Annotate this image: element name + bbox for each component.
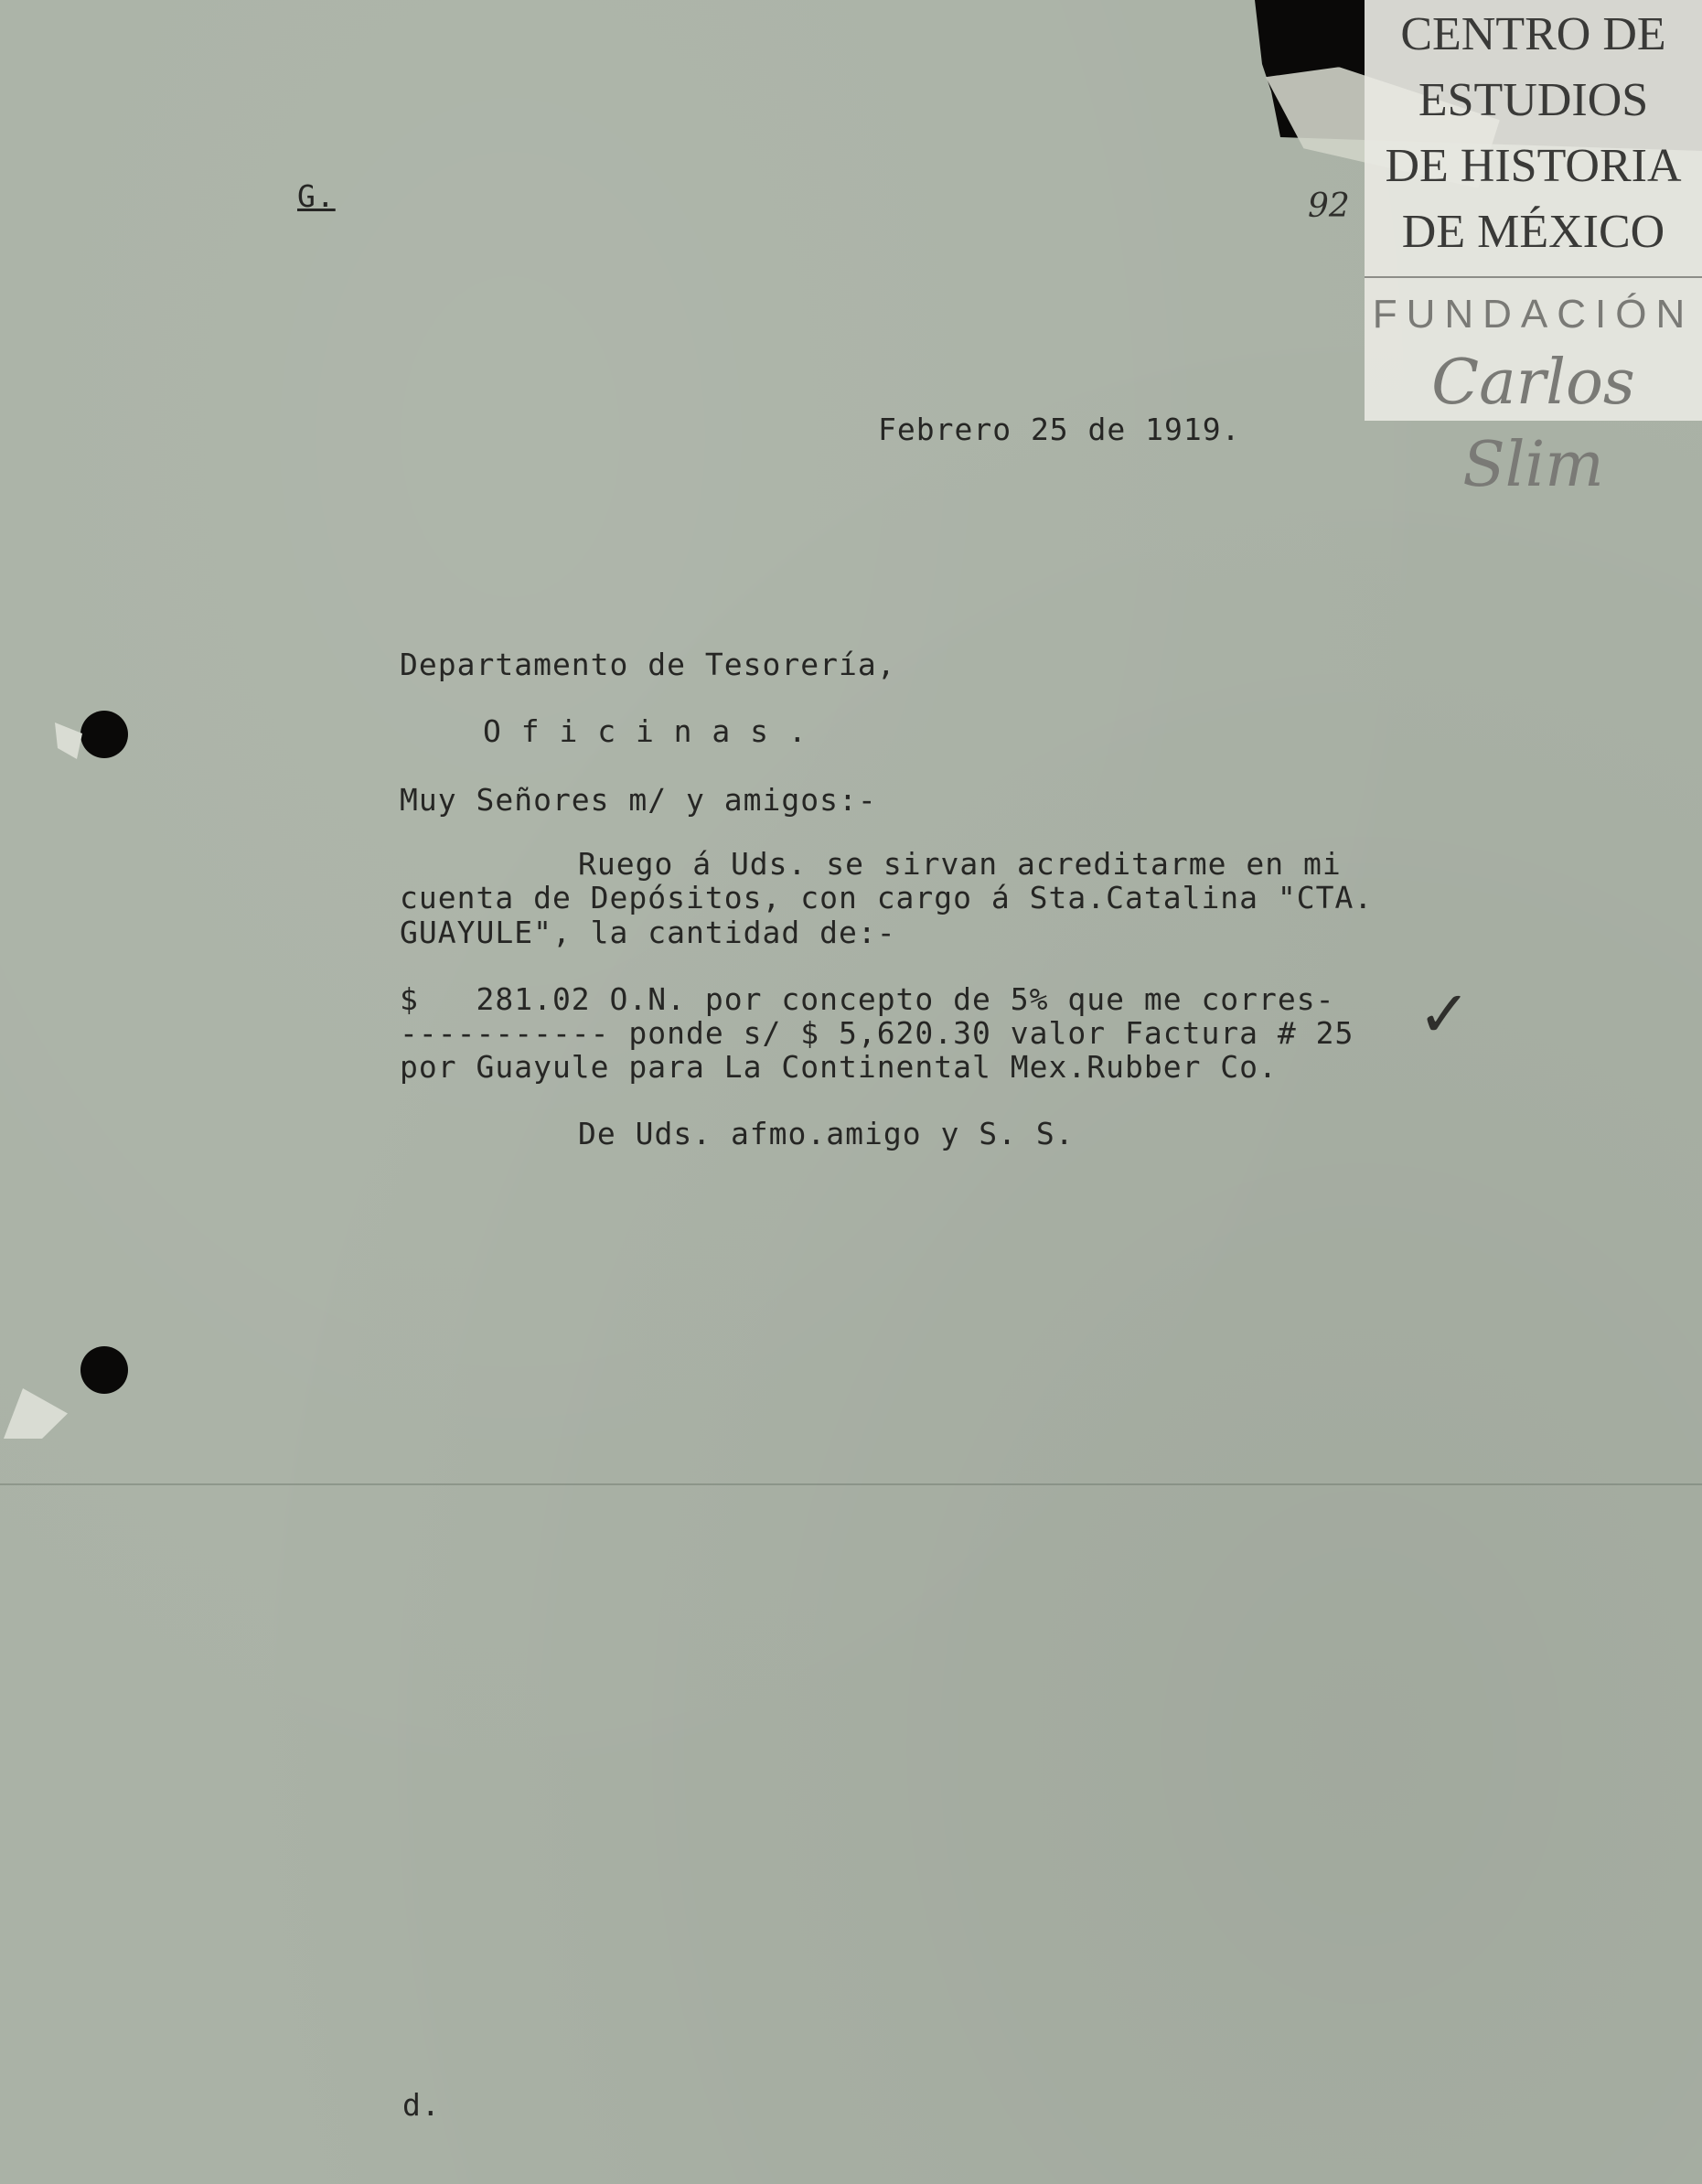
salutation: Muy Señores m/ y amigos:-	[400, 782, 877, 818]
stamp-line-3: DE HISTORIA	[1385, 140, 1682, 192]
check-mark: ✓	[1418, 977, 1472, 1052]
page-number: 92	[1308, 187, 1350, 225]
stamp-foundation: FUNDACIÓN	[1372, 292, 1695, 337]
recipient-office: O f i c i n a s .	[483, 713, 808, 749]
body-line-3: GUAYULE", la cantidad de:-	[400, 915, 896, 950]
fold-crease	[0, 1483, 1702, 1485]
archive-stamp	[1365, 0, 1702, 501]
punch-hole-upper	[80, 711, 128, 758]
letter-date: Febrero 25 de 1919.	[878, 412, 1241, 447]
reference-mark: G.	[297, 178, 336, 214]
entry-line-3: por Guayule para La Continental Mex.Rubber Co.	[400, 1049, 1278, 1085]
stamp-signature: Carlos Slim	[1431, 347, 1635, 501]
stamp-divider	[1365, 276, 1702, 278]
stamp-line-1: CENTRO DE	[1400, 8, 1666, 60]
body-line-2: cuenta de Depósitos, con cargo á Sta.Catalina "CTA.	[400, 880, 1374, 915]
closing: De Uds. afmo.amigo y S. S.	[578, 1116, 1075, 1151]
punch-hole-lower	[80, 1346, 128, 1394]
entry-line-1: $ 281.02 O.N. por concepto de 5% que me corres-	[400, 981, 1335, 1017]
footer-mark: d.	[402, 2087, 441, 2123]
recipient-department: Departamento de Tesorería,	[400, 647, 896, 682]
stamp-line-2: ESTUDIOS	[1418, 74, 1649, 126]
body-line-1: Ruego á Uds. se sirvan acreditarme en mi	[578, 846, 1342, 882]
stamp-line-4: DE MÉXICO	[1401, 206, 1665, 258]
entry-line-2: ----------- ponde s/ $ 5,620.30 valor Factura # 25	[400, 1015, 1354, 1051]
